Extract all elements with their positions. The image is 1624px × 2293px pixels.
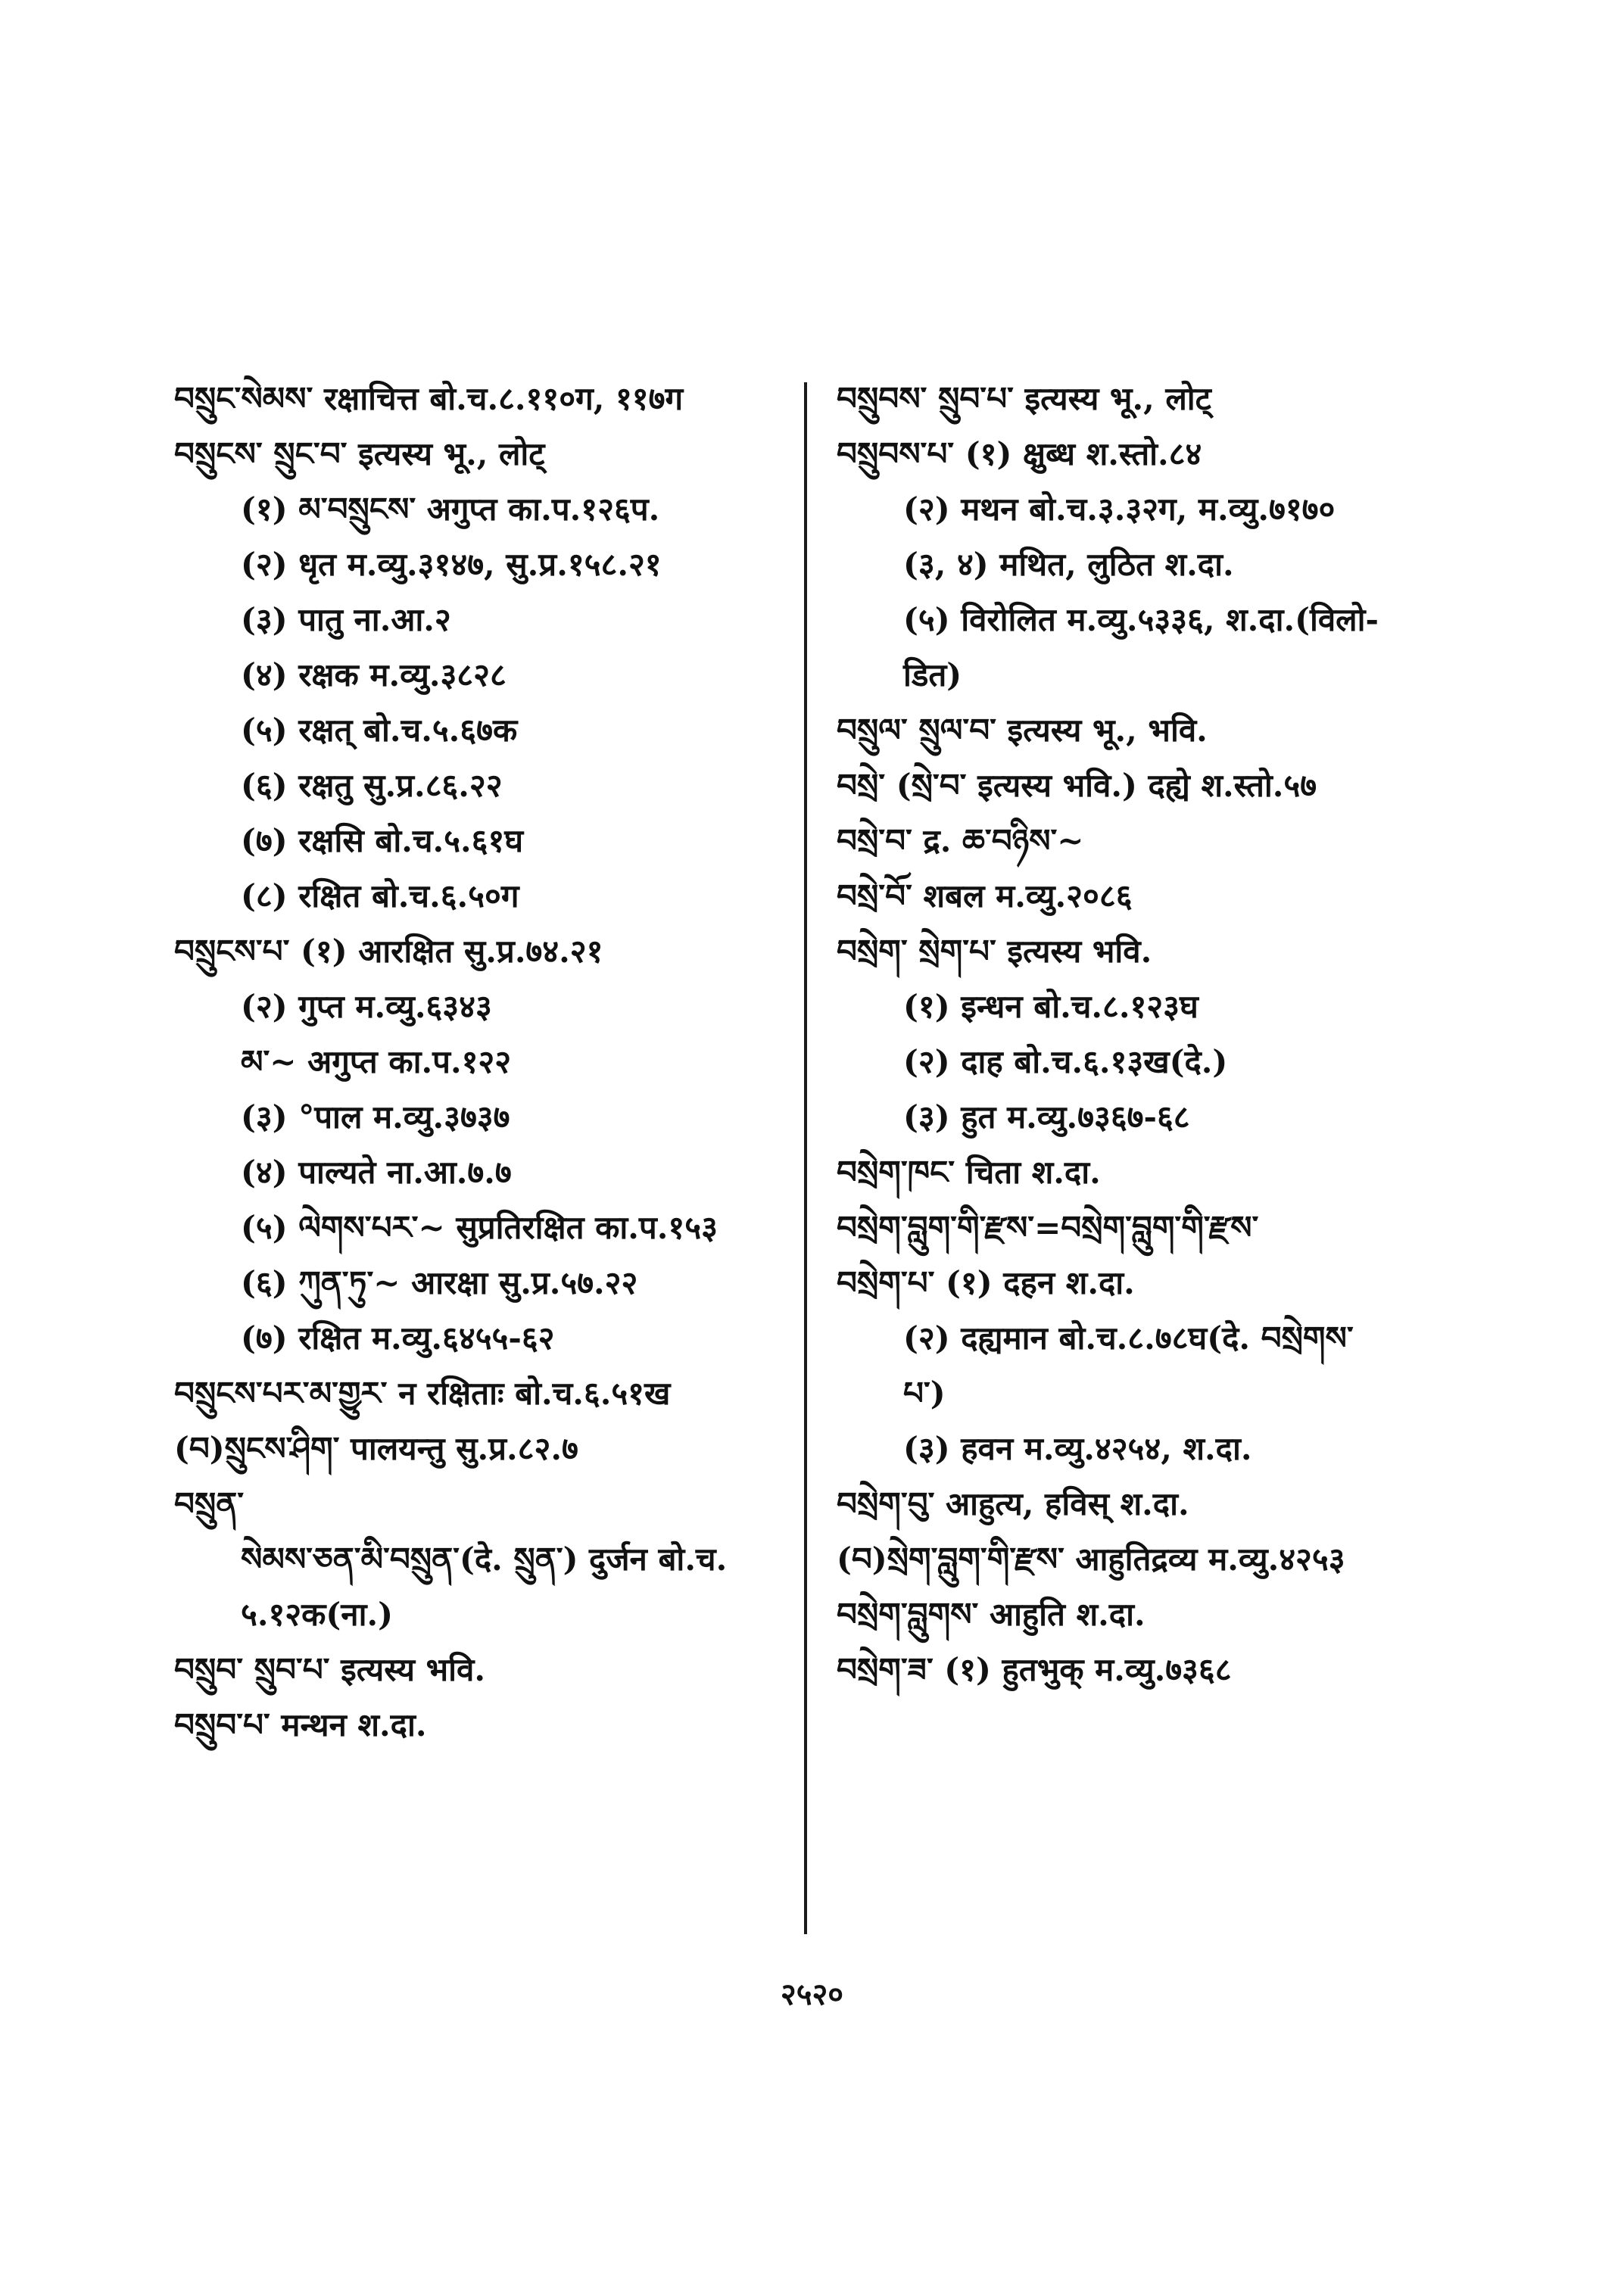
right-column	[837, 371, 1457, 1697]
sub-entry-line: (४) रक्षक म.व्यु.३८२८	[241, 656, 507, 693]
sub-entry-line: (५) रक्षत् बो.च.५.६७क	[241, 712, 518, 749]
headword-entry-line: བསྲེག་པ་ (१) दहन श.दा.	[837, 1264, 1135, 1301]
headword-entry-line: བསྲུང་སེམས་ रक्षाचित्त बो.च.८.११०ग, ११७ग	[174, 380, 684, 417]
sub-entry-line: (२) धृत म.व्यु.३१४७, सु.प्र.१५८.२१	[241, 546, 662, 583]
sub-entry-line: (३) पातु ना.आ.२	[241, 601, 451, 638]
sub-entry-line: (४) पाल्यते ना.आ.७.७	[241, 1154, 512, 1191]
headword-entry-line: བསྲེ་བོ་ शबल म.व्यु.२०८६	[837, 877, 1133, 914]
headword-entry-line: བསྲུབ་ སྲུབ་པ་ इत्यस्य भवि.	[174, 1651, 485, 1688]
sub-entry-line: སེམས་ཅན་མི་བསྲུན་(दे. སྲུན་) दुर्जन बो.च.	[241, 1541, 728, 1578]
headword-entry-line: བསྲེག་བུ་ आहुत्य, हविस् श.दा.	[837, 1485, 1189, 1522]
headword-entry-line: བསྲུལ་ སྲུལ་བ་ इत्यस्य भू., भवि.	[837, 712, 1208, 749]
headword-entry-line: བསྲེག་ཟ་ (१) हुतभुक् म.व्यु.७३६८	[837, 1651, 1232, 1688]
sub-entry-line: (२) गुप्त म.व्यु.६३४३	[241, 988, 492, 1025]
sub-entry-line: (२) दाह बो.च.६.१३ख(दे.)	[903, 1043, 1228, 1080]
sub-entry-line: (१) མ་བསྲུངས་ अगुप्त का.प.१२६प.	[241, 491, 660, 528]
sub-entry-line: པ་)	[903, 1375, 946, 1412]
headword-entry-line: (བ)སྲེག་བླུག་གི་རྫས་ आहुतिद्रव्य म.व्यु.४२५३	[837, 1541, 1345, 1578]
headword-entry-line: བསྲུབས་པ་ (१) क्षुब्ध श.स्तो.८४	[837, 435, 1202, 472]
headword-entry-line: བསྲུབ་པ་ मन्थन श.दा.	[174, 1706, 427, 1743]
headword-entry-line: (བ)སྲུངས་ཤིག་ पालयन्तु सु.प्र.८२.७	[174, 1430, 578, 1467]
sub-entry-line: (६) रक्षतु सु.प्र.८६.२२	[241, 767, 503, 804]
sub-entry-line: (३) हवन म.व्यु.४२५४, श.दा.	[903, 1430, 1252, 1467]
headword-entry-line: བསྲེག་ཁང་ चिता श.दा.	[837, 1154, 1101, 1191]
sub-entry-line: (५) विरोलित म.व्यु.५३३६, श.दा.(विलो-	[903, 601, 1379, 638]
sub-entry-line: (५) ལེགས་པར་~ सुप्रतिरक्षित का.प.१५३	[241, 1209, 718, 1246]
sub-entry-line: (७) रक्षसि बो.च.५.६१घ	[241, 822, 524, 859]
sub-entry-line: (७) रक्षित म.व्यु.६४५५-६२	[241, 1319, 555, 1357]
headword-entry-line: བསྲུངས་ སྲུང་བ་ इत्यस्य भू., लोट्	[174, 435, 545, 472]
headword-entry-line: བསྲེ་ (སྲེ་བ་ इत्यस्य भवि.) दह्ये श.स्तो.५७	[837, 767, 1317, 804]
sub-entry-line: མ་~ अगुप्त का.प.१२२	[241, 1043, 512, 1080]
headword-entry-line: བསྲུངས་པ་ (१) आरक्षित सु.प्र.७४.२१	[174, 933, 603, 970]
headword-entry-line: བསྲུན་	[174, 1485, 245, 1522]
page-number: २५२०	[780, 1977, 844, 2012]
sub-entry-line: (८) रक्षित बो.च.६.५०ग	[241, 877, 519, 914]
headword-entry-line: བསྲུབས་ སྲུབ་པ་ इत्यस्य भू., लोट्	[837, 380, 1211, 417]
headword-entry-line: བསྲེག་བླུགས་ आहुति श.दा.	[837, 1596, 1146, 1633]
headword-entry-line: བསྲེ་བ་ द्र. ཆ་བཉིས་~	[837, 822, 1084, 859]
sub-entry-line: डित)	[903, 656, 962, 693]
column-divider	[804, 382, 807, 1934]
sub-entry-line: (१) इन्धन बो.च.८.१२३घ	[903, 988, 1199, 1025]
sub-entry-line: (३, ४) मथित, लुठित श.दा.	[903, 546, 1234, 583]
left-column	[174, 371, 795, 1752]
sub-entry-line: (६) ཀུན་ཏུ་~ आरक्षा सु.प्र.५७.२२	[241, 1264, 638, 1301]
headword-entry-line: བསྲུངས་པར་མ་གྱུར་ न रक्षिताः बो.च.६.५१ख	[174, 1375, 671, 1412]
sub-entry-line: ५.१२क(ना.)	[241, 1596, 393, 1633]
headword-entry-line: བསྲེག་ སྲེག་པ་ इत्यस्य भवि.	[837, 933, 1152, 970]
sub-entry-line: (२) दह्यमान बो.च.८.७८घ(दे. བསྲེགས་	[903, 1319, 1354, 1357]
sub-entry-line: (२) मथन बो.च.३.३२ग, म.व्यु.७१७०	[903, 491, 1336, 528]
sub-entry-line: (३) °पाल म.व्यु.३७३७	[241, 1098, 510, 1136]
sub-entry-line: (३) हुत म.व्यु.७३६७-६८	[903, 1098, 1190, 1136]
headword-entry-line: བསྲེག་བླུག་གི་རྫས་=བསྲེག་བླུག་གི་རྫས་	[837, 1209, 1259, 1246]
